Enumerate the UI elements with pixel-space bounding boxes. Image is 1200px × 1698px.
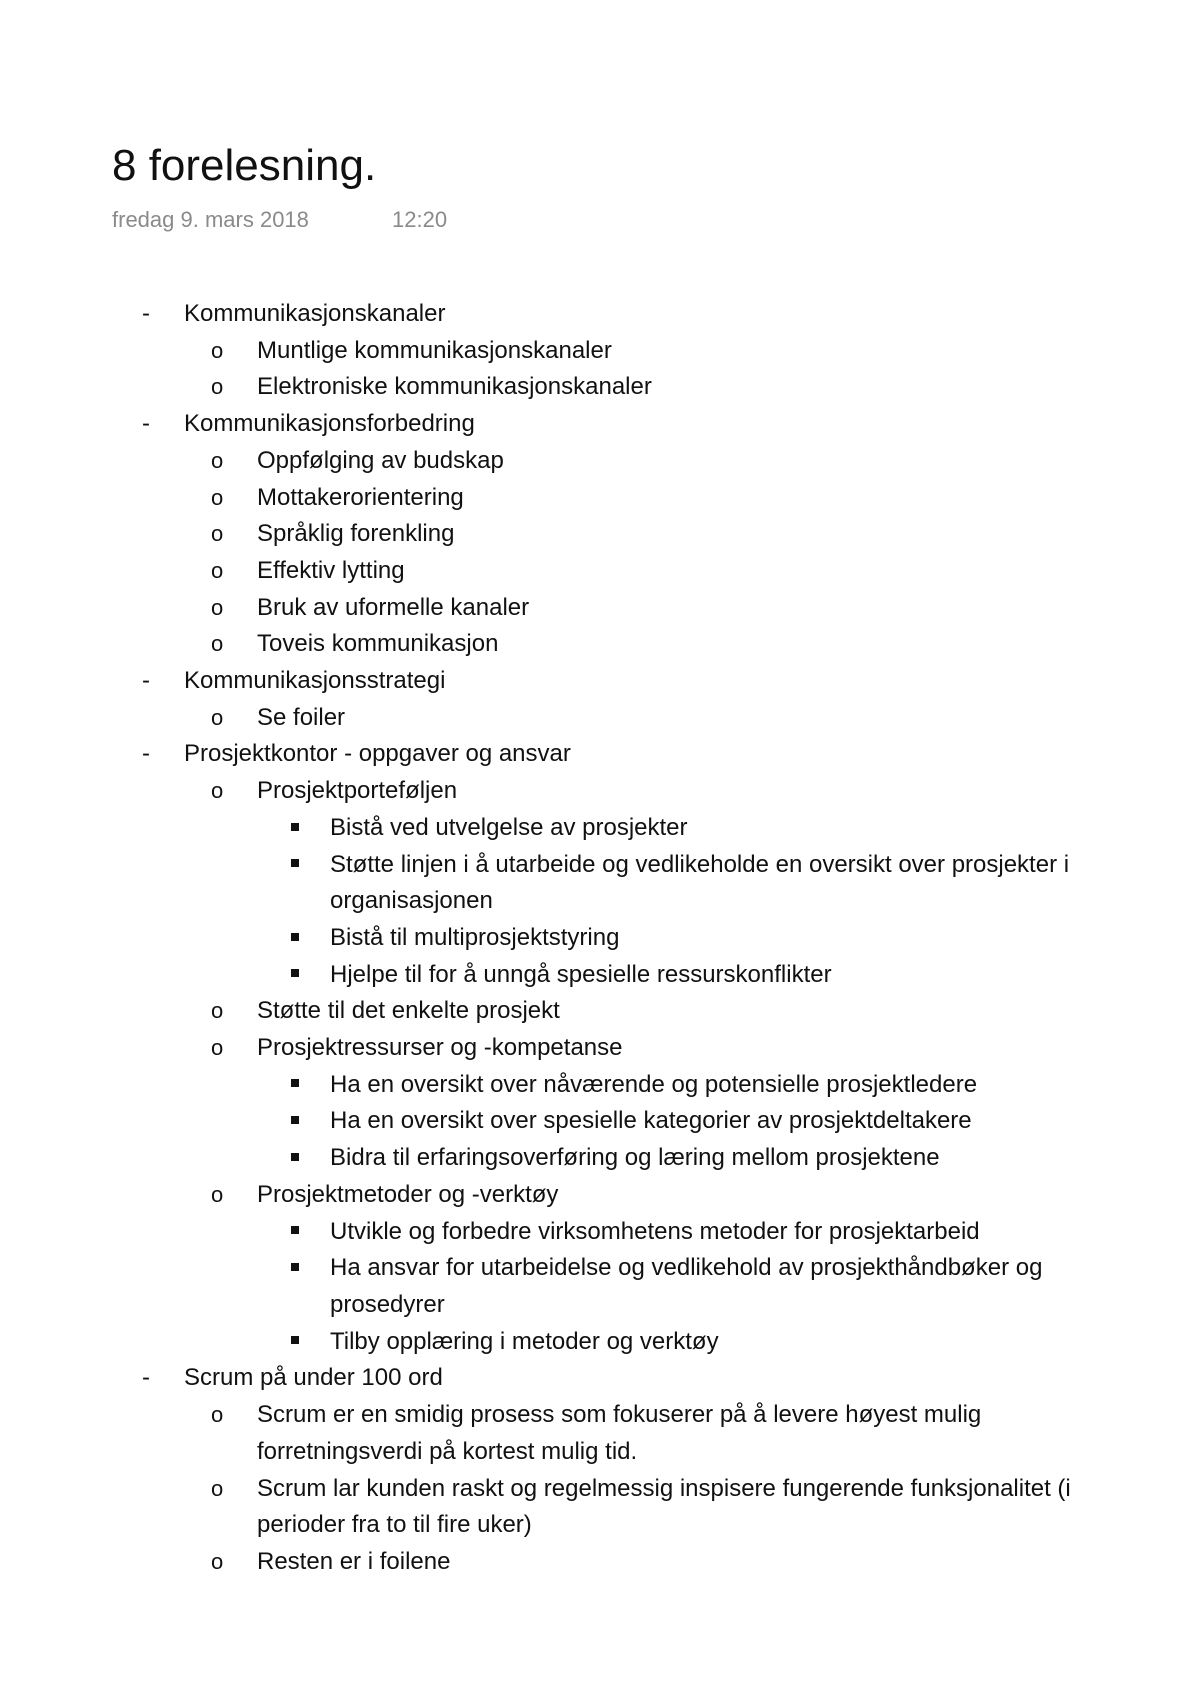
outline-item-text: Støtte linjen i å utarbeide og vedlikeholde en oversikt over prosjekter i organisasjonen bbox=[330, 850, 1070, 915]
circle-bullet: o bbox=[211, 778, 224, 804]
outline-subitem bbox=[0, 480, 1200, 517]
outline-item-text: Bistå ved utvelgelse av prosjekter bbox=[330, 813, 688, 841]
circle-bullet: o bbox=[211, 1548, 224, 1574]
dash-bullet: - bbox=[142, 300, 150, 327]
circle-bullet: o bbox=[211, 631, 224, 657]
outline-subsubitem bbox=[0, 1214, 1200, 1251]
dash-bullet: - bbox=[142, 667, 150, 695]
outline-subsubitem bbox=[0, 1250, 1200, 1323]
outline-subitem bbox=[0, 553, 1200, 590]
square-bullet-icon bbox=[291, 1103, 299, 1140]
outline-item-text: Scrum på under 100 ord bbox=[184, 1364, 443, 1392]
circle-bullet: o bbox=[211, 704, 224, 730]
outline-subitem bbox=[0, 700, 1200, 737]
outline-item-text: Scrum lar kunden raskt og regelmessig inspisere fungerende funksjonalitet (i perioder fra to til fire uker) bbox=[257, 1474, 1071, 1539]
outline-subsubitem bbox=[0, 957, 1200, 994]
circle-bullet: o bbox=[211, 1475, 224, 1501]
outline-subitem bbox=[0, 443, 1200, 480]
outline-item bbox=[0, 663, 1200, 700]
outline-item-text: Kommunikasjonsforbedring bbox=[184, 410, 475, 438]
outline-item-text: Effektiv lytting bbox=[257, 556, 405, 584]
outline-subitem bbox=[0, 1177, 1200, 1214]
square-bullet-icon bbox=[291, 1324, 299, 1361]
circle-bullet: o bbox=[211, 1035, 224, 1061]
outline-subsubitem bbox=[0, 920, 1200, 957]
outline-item-text: Resten er i foilene bbox=[257, 1547, 451, 1575]
outline-item-text: Scrum er en smidig prosess som fokuserer på å levere høyest mulig forretningsverdi på kortest mulig tid. bbox=[257, 1401, 982, 1465]
square-bullet-icon bbox=[291, 810, 299, 847]
outline-subitem bbox=[0, 1544, 1200, 1581]
outline-item-text: Mottakerorientering bbox=[257, 483, 464, 511]
dash-bullet: - bbox=[142, 740, 150, 768]
outline-item-text: Tilby opplæring i metoder og verktøy bbox=[330, 1327, 719, 1355]
square-bullet-icon bbox=[291, 1067, 299, 1104]
outline-subsubitem bbox=[0, 1067, 1200, 1104]
notes-outline bbox=[0, 296, 1200, 1581]
outline-item-text: Elektroniske kommunikasjonskanaler bbox=[257, 373, 652, 401]
page-date: fredag 9. mars 2018 bbox=[112, 207, 309, 232]
outline-item-text: Ha ansvar for utarbeidelse og vedlikehold av prosjekthåndbøker og prosedyrer bbox=[330, 1254, 1043, 1318]
outline-item-text: Bistå til multiprosjektstyring bbox=[330, 923, 620, 951]
outline-item-text: Støtte til det enkelte prosjekt bbox=[257, 997, 560, 1025]
circle-bullet: o bbox=[211, 998, 224, 1024]
circle-bullet: o bbox=[211, 1402, 224, 1428]
outline-subitem bbox=[0, 590, 1200, 627]
outline-item-text: Toveis kommunikasjon bbox=[257, 630, 499, 658]
outline-item bbox=[0, 1360, 1200, 1397]
outline-item-text: Ha en oversikt over nåværende og potensielle prosjektledere bbox=[330, 1070, 978, 1098]
outline-subitem bbox=[0, 333, 1200, 370]
outline-item-text: Se foiler bbox=[257, 703, 346, 731]
circle-bullet: o bbox=[211, 1181, 224, 1207]
square-bullet-icon bbox=[291, 1214, 299, 1251]
square-bullet-icon bbox=[291, 1250, 299, 1287]
outline-item-text: Prosjektporteføljen bbox=[257, 777, 458, 805]
outline-subitem bbox=[0, 626, 1200, 663]
outline-subitem bbox=[0, 1397, 1200, 1470]
outline-item bbox=[0, 736, 1200, 773]
circle-bullet: o bbox=[211, 521, 224, 547]
outline-subsubitem bbox=[0, 1103, 1200, 1140]
outline-subsubitem bbox=[0, 810, 1200, 847]
circle-bullet: o bbox=[211, 484, 224, 510]
dash-bullet: - bbox=[142, 1364, 150, 1392]
outline-subitem bbox=[0, 369, 1200, 406]
outline-subsubitem bbox=[0, 1324, 1200, 1361]
outline-item-text: Hjelpe til for å unngå spesielle ressurskonflikter bbox=[330, 960, 832, 988]
outline-item bbox=[0, 406, 1200, 443]
outline-item-text: Utvikle og forbedre virksomhetens metoder for prosjektarbeid bbox=[330, 1217, 980, 1245]
circle-bullet: o bbox=[211, 594, 224, 620]
outline-item-text: Prosjektmetoder og -verktøy bbox=[257, 1180, 559, 1208]
outline-item-text: Kommunikasjonsstrategi bbox=[184, 667, 446, 695]
page-timestamp bbox=[112, 204, 448, 236]
circle-bullet: o bbox=[211, 557, 224, 583]
outline-subitem bbox=[0, 1030, 1200, 1067]
outline-item-text: Bruk av uformelle kanaler bbox=[257, 593, 530, 621]
outline-item bbox=[0, 296, 1200, 333]
circle-bullet: o bbox=[211, 374, 224, 400]
outline-subitem bbox=[0, 1471, 1200, 1544]
outline-item-text: Ha en oversikt over spesielle kategorier av prosjektdeltakere bbox=[330, 1107, 972, 1135]
outline-item-text: Kommunikasjonskanaler bbox=[184, 300, 446, 327]
outline-subitem bbox=[0, 773, 1200, 810]
page-time: 12:20 bbox=[392, 207, 448, 232]
outline-subsubitem bbox=[0, 1140, 1200, 1177]
outline-item-text: Muntlige kommunikasjonskanaler bbox=[257, 336, 612, 364]
outline-subsubitem bbox=[0, 847, 1200, 920]
square-bullet-icon bbox=[291, 957, 299, 994]
square-bullet-icon bbox=[291, 847, 299, 884]
outline-item-text: Prosjektressurser og -kompetanse bbox=[257, 1034, 623, 1062]
outline-item-text: Prosjektkontor - oppgaver og ansvar bbox=[184, 740, 571, 768]
outline-subitem bbox=[0, 993, 1200, 1030]
page-title: 8 forelesning. bbox=[112, 141, 377, 190]
outline-item-text: Bidra til erfaringsoverføring og læring mellom prosjektene bbox=[330, 1144, 940, 1172]
circle-bullet: o bbox=[211, 447, 224, 473]
outline-item-text: Språklig forenkling bbox=[257, 520, 455, 548]
dash-bullet: - bbox=[142, 410, 150, 438]
circle-bullet: o bbox=[211, 337, 224, 363]
outline-item-text: Oppfølging av budskap bbox=[257, 446, 504, 474]
outline-subitem bbox=[0, 516, 1200, 553]
square-bullet-icon bbox=[291, 1140, 299, 1177]
square-bullet-icon bbox=[291, 920, 299, 957]
